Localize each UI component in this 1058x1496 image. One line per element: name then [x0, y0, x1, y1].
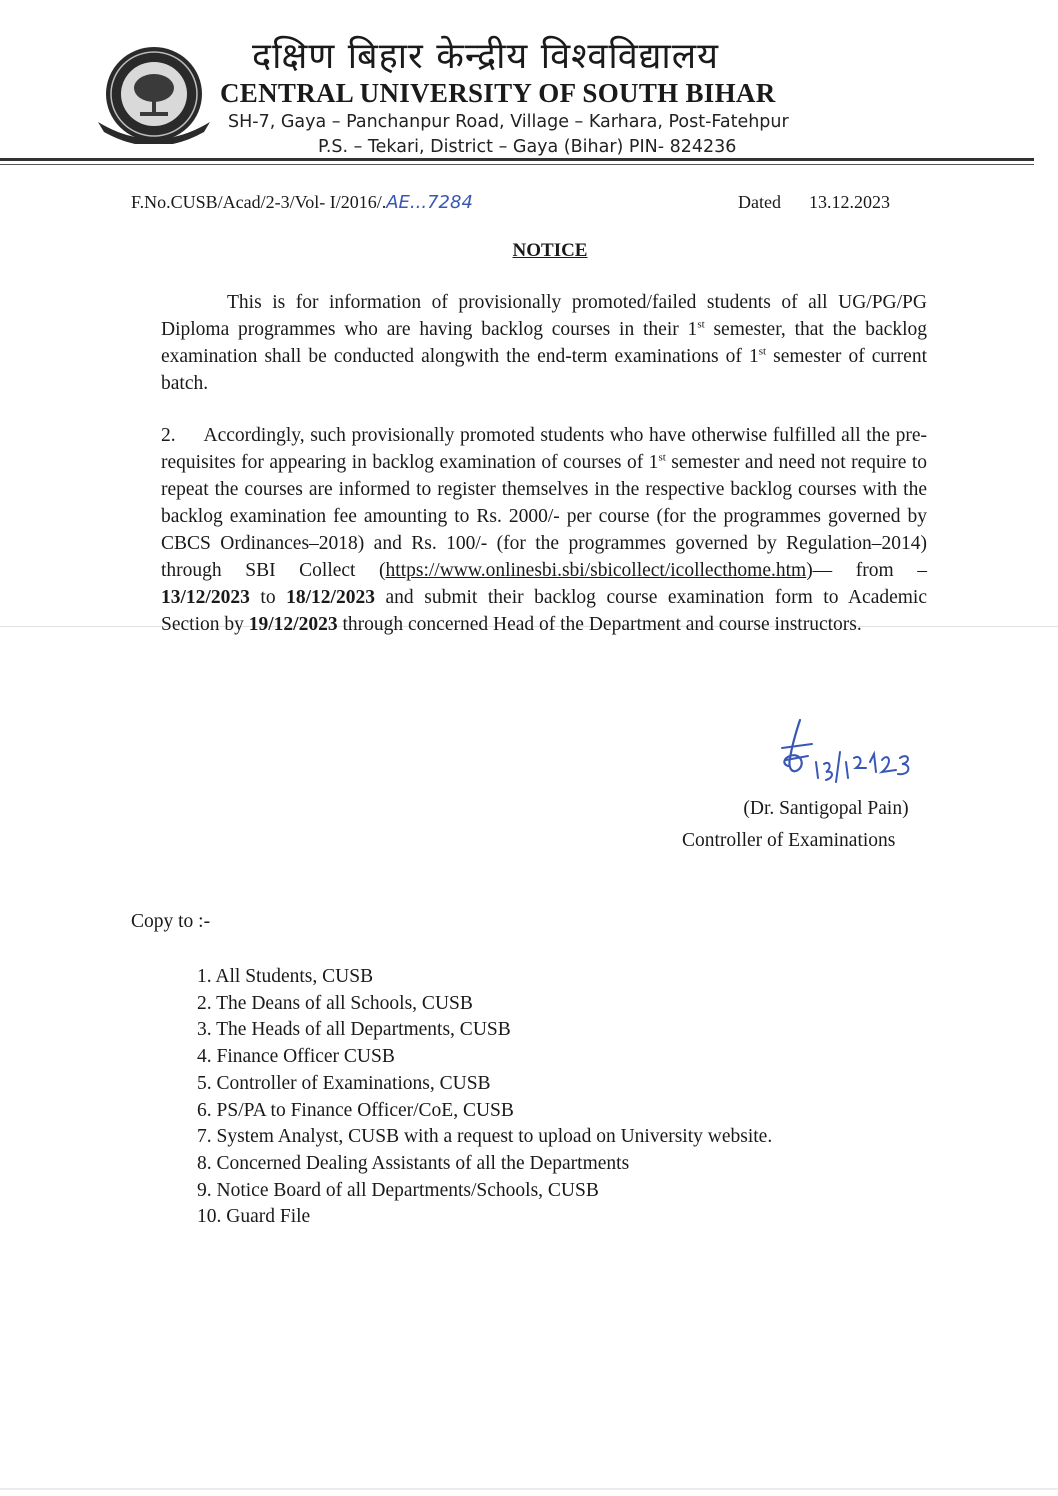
paragraph-2: 2. Accordingly, such provisionally promoted students who have otherwise fulfilled all the pre-requisites for appearing in backlog examination of courses of 1st semester and need not require to repeat the courses are informed to register themselves in the respective backlog courses with the backlog examination fee amounting to Rs. 2000/- per course (for the programmes governed by CBCS Ordinances–2018) and Rs. 100/- (for the programmes governed by Regulation–2014) through SBI Collect (https://www.onlinesbi.sbi/sbicollect/icollecthome.htm)— from – 13/12/2023 to 18/12/2023 and submit their backlog course examination form to Academic Section by 19/12/2023 through concerned Head of the Department and course instructors.	[161, 425, 928, 635]
university-english-name: CENTRAL UNIVERSITY OF SOUTH BIHAR	[220, 78, 776, 108]
list-item: 2. The Deans of all Schools, CUSB	[197, 992, 473, 1014]
copy-to-list	[197, 964, 772, 1231]
signatory-name: (Dr. Santigopal Pain)	[743, 798, 909, 819]
reference-number	[131, 192, 473, 213]
university-hindi-name: दक्षिण बिहार केन्द्रीय विश्वविद्यालय	[252, 36, 720, 77]
list-item: 6. PS/PA to Finance Officer/CoE, CUSB	[197, 1099, 514, 1121]
copy-to-label: Copy to :-	[131, 911, 211, 932]
list-item: 9. Notice Board of all Departments/Schools, CUSB	[197, 1179, 599, 1201]
scan-artifact-bottom	[0, 1488, 1058, 1490]
handwritten-signature	[778, 712, 928, 792]
notice-title: NOTICE	[512, 240, 588, 261]
handwritten-dispatch-number: AE...7284	[386, 192, 473, 213]
paragraph-1: This is for information of provisionally promoted/failed students of all UG/PG/PG Diploma programmes who are having backlog courses in their 1st semester, that the backlog examination shall be conducted alongwith the end-term examinations of 1st semester of current batch.	[161, 292, 927, 394]
list-item: 10. Guard File	[197, 1206, 311, 1228]
file-number: F.No.CUSB/Acad/2-3/Vol- I/2016/.	[131, 192, 387, 212]
list-item: 3. The Heads of all Departments, CUSB	[197, 1019, 511, 1041]
letterhead-divider	[0, 158, 1034, 161]
sbi-collect-link[interactable]: https://www.onlinesbi.sbi/sbicollect/icollecthome.htm	[385, 560, 807, 581]
list-item: 7. System Analyst, CUSB with a request to upload on University website.	[197, 1126, 773, 1148]
list-item: 8. Concerned Dealing Assistants of all the Departments	[197, 1152, 630, 1174]
letterhead-divider-thin	[0, 164, 1034, 165]
address-line-2: P.S. – Tekari, District – Gaya (Bihar) PIN- 824236	[318, 137, 737, 157]
university-emblem-icon	[92, 44, 214, 144]
list-item: 1. All Students, CUSB	[197, 966, 374, 987]
dated-line	[738, 192, 890, 213]
dated-label: Dated	[738, 192, 781, 212]
signatory-designation: Controller of Examinations	[682, 830, 896, 851]
list-item: 5. Controller of Examinations, CUSB	[197, 1072, 491, 1094]
notice-date: 13.12.2023	[808, 192, 890, 212]
address-line-1: SH-7, Gaya – Panchanpur Road, Village – Karhara, Post-Fatehpur	[228, 112, 789, 132]
list-item: 4. Finance Officer CUSB	[197, 1046, 395, 1068]
